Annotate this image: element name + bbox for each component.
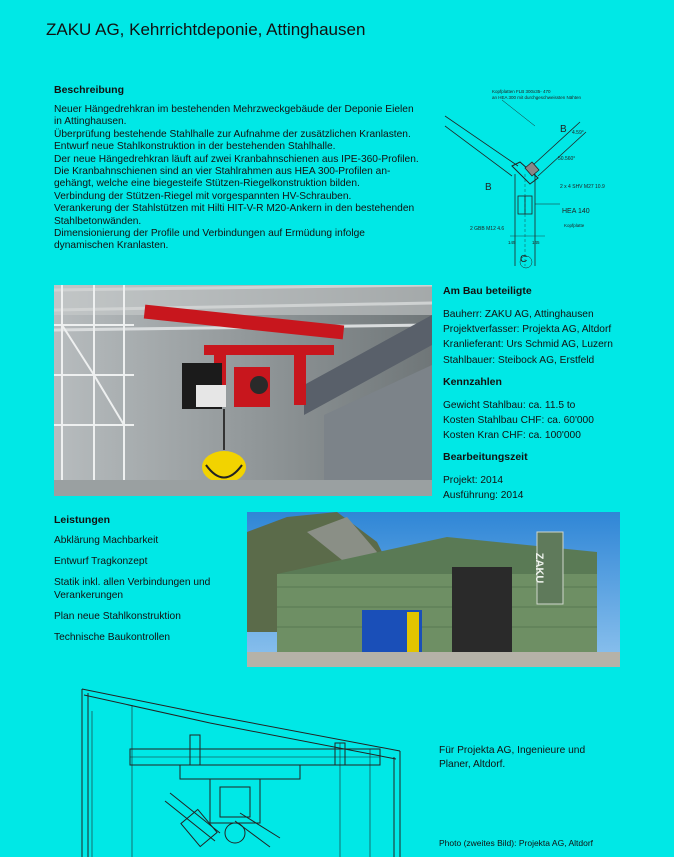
building-sign-text: ZAKU (533, 552, 545, 584)
leistungen-section (54, 514, 239, 652)
leistungen-item: Entwurf Tragkonzept (54, 556, 148, 567)
credit-text (439, 744, 639, 772)
am-bau-line: Stahlbauer: Steibock AG, Erstfeld (443, 354, 595, 366)
beschreibung-line: Der neue Hängedrehkran läuft auf zwei Kranbahnschienen aus IPE-360-Profilen. (54, 153, 419, 165)
connection-detail-drawing (440, 84, 640, 274)
drawing-note: Kopfplatten FLB 300x35- 470 (492, 89, 551, 94)
leistungen-item: Plan neue Stahlkonstruktion (54, 611, 181, 622)
drawing-note: an HEA 300 mit durchgeschweissten Nähten (492, 95, 582, 100)
am-bau-section (443, 285, 663, 368)
beschreibung-line: Verbindung der Stützen-Riegel mit vorgespannten HV-Schrauben. (54, 190, 352, 202)
am-bau-line: Projektverfasser: Projekta AG, Altdorf (443, 324, 612, 336)
beschreibung-line: Verankerung der Stahlstützen mit Hilti HIT-V-R M20-Ankern in den bestehenden (54, 203, 415, 215)
bearbeitungszeit-line: Ausführung: 2014 (443, 490, 524, 502)
beschreibung-line: in Attinghausen. (54, 116, 127, 128)
bolts-label: 2 x 4 SHV M27 10.9 (560, 184, 605, 190)
page-title: ZAKU AG, Kehrrichtdeponie, Attinghausen (46, 20, 366, 39)
anchor-label: 2 GBB M12 4.6 (470, 226, 505, 232)
credit-line: Planer, Altdorf. (439, 759, 506, 770)
beschreibung-line: Überprüfung bestehende Stahlhalle zur Aufnahme der zusätzlichen Kranlasten. (54, 128, 411, 140)
building-exterior-photo-art (247, 512, 620, 667)
kennzahlen-line: Kosten Kran CHF: ca. 100'000 (443, 430, 581, 442)
dimension-label: 145 (532, 240, 540, 245)
am-bau-list (443, 307, 663, 368)
section-mark-b: B (485, 182, 492, 193)
am-bau-heading: Am Bau beteiligte (443, 285, 532, 297)
leistungen-list (54, 534, 239, 644)
am-bau-line: Kranlieferant: Urs Schmid AG, Luzern (443, 339, 613, 351)
beschreibung-line: Dimensionierung der Profile und Verbindungen auf Ermüdung infolge (54, 228, 365, 240)
leistungen-item: Abklärung Machbarkeit (54, 535, 159, 546)
beschreibung-line: Neuer Hängedrehkran im bestehenden Mehrzweckgebäude der Deponie Eielen (54, 104, 414, 115)
beschreibung-line: Die Kranbahnschienen sind an vier Stahlrahmen aus HEA 300-Profilen an- (54, 166, 391, 178)
bearbeitungszeit-list (443, 473, 663, 503)
beschreibung-section (54, 84, 444, 253)
angle-label: 50.560° (558, 156, 576, 162)
building-exterior-photo (247, 512, 620, 667)
photo-credit: Photo (zweites Bild): Projekta AG, Altdorf (439, 838, 594, 848)
kennzahlen-heading: Kennzahlen (443, 376, 502, 388)
beschreibung-heading: Beschreibung (54, 84, 125, 96)
beschreibung-line: dynamischen Kranlasten. (54, 240, 169, 252)
kennzahlen-line: Gewicht Stahlbau: ca. 11.5 to (443, 400, 576, 411)
kopfplatte-label: Kopfplatte (564, 223, 585, 228)
leistungen-heading: Leistungen (54, 514, 111, 526)
crane-elevation-drawing (70, 683, 420, 857)
section-mark-b: B (560, 124, 567, 135)
beschreibung-text (54, 104, 444, 253)
crane-interior-photo (54, 285, 432, 496)
kennzahlen-list (443, 398, 663, 444)
dimension-label: 145 (508, 240, 516, 245)
leistungen-item: Technische Baukontrollen (54, 632, 171, 643)
credit-line: Für Projekta AG, Ingenieure und (439, 745, 586, 756)
angle-label: 4.59° (572, 130, 584, 136)
beschreibung-line: Stahlbetonwänden. (54, 215, 142, 227)
kennzahlen-section (443, 376, 663, 444)
beschreibung-line: Entwurf neue Stahlkonstruktion in der bestehenden Stahlhalle. (54, 141, 336, 153)
section-mark-c: C (520, 254, 528, 265)
am-bau-line: Bauherr: ZAKU AG, Attinghausen (443, 309, 594, 320)
bearbeitungszeit-heading: Bearbeitungszeit (443, 451, 528, 463)
kennzahlen-line: Kosten Stahlbau CHF: ca. 60'000 (443, 415, 594, 427)
bearbeitungszeit-line: Projekt: 2014 (443, 475, 504, 486)
hea140-label: HEA 140 (562, 208, 590, 215)
beschreibung-line: gehängt, welche eine biegesteife Stützen-Riegelkonstruktion bilden. (54, 178, 360, 190)
crane-interior-photo-art (54, 285, 432, 496)
bearbeitungszeit-section (443, 451, 663, 503)
leistungen-item: Statik inkl. allen Verbindungen und Verankerungen (54, 577, 211, 601)
